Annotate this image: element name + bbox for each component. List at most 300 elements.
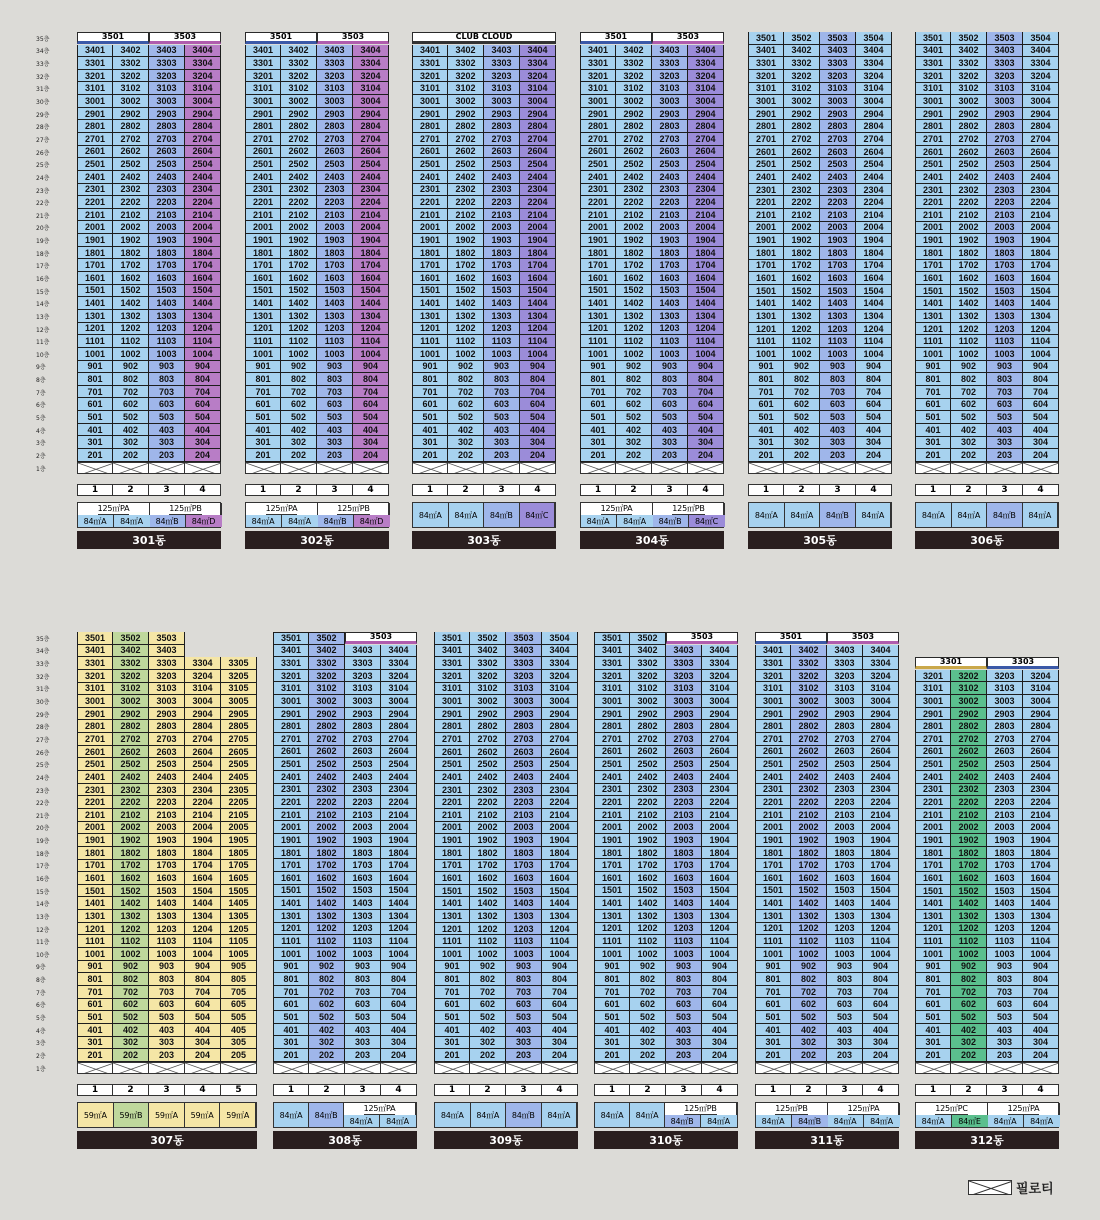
unit-cell: 502 bbox=[113, 411, 149, 424]
unit-cell: 604 bbox=[1023, 998, 1059, 1011]
unit-cell: 503 bbox=[345, 1011, 381, 1024]
unit-cell: 2101 bbox=[77, 809, 113, 822]
unit-cell: 705 bbox=[221, 986, 257, 999]
unit-cell: 2402 bbox=[784, 171, 820, 184]
unit-cell: 3401 bbox=[580, 45, 616, 58]
unit-cell: 1402 bbox=[630, 897, 666, 910]
floor-row bbox=[580, 398, 724, 411]
floor-label: 32층 bbox=[36, 673, 50, 681]
unit-cell: 304 bbox=[702, 1036, 738, 1049]
piloti-cell bbox=[245, 462, 281, 475]
floor-row bbox=[77, 70, 221, 83]
unit-cell: 2901 bbox=[245, 108, 281, 121]
unit-cell: 1804 bbox=[520, 247, 556, 260]
unit-cell: 1503 bbox=[820, 285, 856, 298]
unit-cell: 2801 bbox=[580, 120, 616, 133]
line-number: 2 bbox=[784, 484, 820, 496]
floor-row bbox=[915, 1011, 1059, 1024]
line-number: 5 bbox=[221, 1084, 257, 1096]
building bbox=[245, 32, 389, 549]
unit-cell: 3204 bbox=[688, 70, 724, 83]
unit-cell: 3102 bbox=[309, 682, 345, 695]
unit-cell: 1503 bbox=[506, 885, 542, 898]
unit-cell: 201 bbox=[245, 449, 281, 462]
unit-cell: 403 bbox=[827, 1024, 863, 1037]
unit-cell: 604 bbox=[185, 398, 221, 411]
unit-cell: 2201 bbox=[77, 196, 113, 209]
unit-cell: 401 bbox=[77, 1024, 113, 1037]
unit-cell: 1102 bbox=[616, 335, 652, 348]
unit-cell: 1903 bbox=[987, 834, 1023, 847]
unit-cell: 1702 bbox=[630, 859, 666, 872]
floor-row bbox=[434, 796, 578, 809]
unit-cell: 3302 bbox=[281, 57, 317, 70]
unit-cell: 1603 bbox=[484, 272, 520, 285]
unit-cell: 702 bbox=[791, 986, 827, 999]
unit-cell: 503 bbox=[149, 411, 185, 424]
unit-cell: 1204 bbox=[1023, 923, 1059, 936]
floor-row bbox=[77, 57, 221, 70]
unit-cell: 2603 bbox=[149, 146, 185, 159]
unit-cell: 1204 bbox=[185, 923, 221, 936]
floor-label: 10층 bbox=[36, 951, 50, 959]
unit-cell: 2404 bbox=[856, 171, 892, 184]
line-number: 1 bbox=[273, 1084, 309, 1096]
unit-cell: 1604 bbox=[688, 272, 724, 285]
unit-cell: 2704 bbox=[353, 133, 389, 146]
floor-row bbox=[755, 847, 899, 860]
unit-cell: 3103 bbox=[149, 683, 185, 696]
floor-label: 7층 bbox=[36, 389, 46, 397]
type-group-label: 125㎡PB bbox=[672, 504, 705, 514]
floor-row bbox=[245, 184, 389, 197]
piloti-cell bbox=[987, 462, 1023, 475]
floor-row bbox=[580, 158, 724, 171]
floor-row bbox=[755, 708, 899, 721]
unit-cell: 402 bbox=[791, 1024, 827, 1037]
floor-row bbox=[412, 221, 556, 234]
floor-row bbox=[245, 449, 389, 462]
unit-cell: 3302 bbox=[791, 657, 827, 670]
floor-row bbox=[580, 247, 724, 260]
unit-cell: 3203 bbox=[345, 670, 381, 683]
unit-cell: 2101 bbox=[434, 809, 470, 822]
unit-cell: 803 bbox=[345, 973, 381, 986]
unit-cell: 3003 bbox=[666, 695, 702, 708]
unit-cell: 1103 bbox=[987, 335, 1023, 348]
unit-cell: 3101 bbox=[77, 683, 113, 696]
unit-cell: 604 bbox=[856, 399, 892, 412]
unit-cell: 1301 bbox=[245, 310, 281, 323]
unit-cell: 404 bbox=[688, 424, 724, 437]
unit-cell: 304 bbox=[185, 436, 221, 449]
unit-cell: 2105 bbox=[221, 809, 257, 822]
unit-type: 84㎡A bbox=[78, 515, 114, 527]
floor-row bbox=[245, 221, 389, 234]
unit-cell: 1302 bbox=[309, 910, 345, 923]
unit-cell: 1504 bbox=[1023, 285, 1059, 298]
unit-cell: 3104 bbox=[1023, 83, 1059, 96]
unit-cell: 502 bbox=[616, 411, 652, 424]
unit-cell: 904 bbox=[520, 361, 556, 374]
unit-cell: 402 bbox=[448, 424, 484, 437]
floor-row bbox=[915, 260, 1059, 273]
unit-cell: 2104 bbox=[542, 809, 578, 822]
line-number: 1 bbox=[748, 484, 784, 496]
unit-cell: 504 bbox=[863, 1011, 899, 1024]
unit-cell: 3001 bbox=[594, 695, 630, 708]
floor-row bbox=[412, 436, 556, 449]
floor-row bbox=[580, 95, 724, 108]
unit-cell: 3202 bbox=[630, 670, 666, 683]
unit-cell: 2804 bbox=[185, 720, 221, 733]
line-number: 2 bbox=[951, 1084, 987, 1096]
unit-cell: 2401 bbox=[77, 171, 113, 184]
floor-row bbox=[77, 948, 257, 961]
unit-cell: 1603 bbox=[827, 872, 863, 885]
unit-cell: 2802 bbox=[113, 720, 149, 733]
unit-cell: 901 bbox=[580, 361, 616, 374]
unit-cell: 1301 bbox=[77, 910, 113, 923]
unit-cell: 1201 bbox=[245, 323, 281, 336]
unit-cell: 2304 bbox=[863, 784, 899, 797]
unit-cell: 1802 bbox=[281, 247, 317, 260]
unit-cell: 3103 bbox=[149, 82, 185, 95]
floor-row bbox=[245, 386, 389, 399]
unit-cell: 701 bbox=[412, 386, 448, 399]
unit-cell: 1702 bbox=[113, 259, 149, 272]
unit-cell: 3104 bbox=[863, 682, 899, 695]
floor-row bbox=[77, 885, 257, 898]
unit-cell: 202 bbox=[113, 1049, 149, 1062]
unit-cell: 3002 bbox=[616, 95, 652, 108]
unit-cell: 2502 bbox=[951, 758, 987, 771]
unit-cell: 3303 bbox=[345, 657, 381, 670]
floor-row bbox=[915, 297, 1059, 310]
unit-cell: 1803 bbox=[345, 847, 381, 860]
unit-cell: 2902 bbox=[281, 108, 317, 121]
floor-row bbox=[77, 158, 221, 171]
unit-cell: 3502 bbox=[784, 32, 820, 45]
unit-cell: 1102 bbox=[470, 935, 506, 948]
unit-cell: 301 bbox=[273, 1036, 309, 1049]
building-name: 306동 bbox=[915, 531, 1059, 549]
unit-cell: 1004 bbox=[381, 948, 417, 961]
unit-cell: 1503 bbox=[987, 285, 1023, 298]
unit-cell: 1901 bbox=[77, 834, 113, 847]
unit-cell: 801 bbox=[755, 973, 791, 986]
unit-cell: 2004 bbox=[520, 221, 556, 234]
unit-cell: 3302 bbox=[309, 657, 345, 670]
unit-cell: 203 bbox=[149, 449, 185, 462]
floor-row bbox=[77, 272, 221, 285]
unit-cell: 2802 bbox=[113, 120, 149, 133]
unit-cell: 203 bbox=[987, 449, 1023, 462]
unit-cell: 1304 bbox=[542, 910, 578, 923]
floor-row bbox=[434, 999, 578, 1012]
unit-cell: 2804 bbox=[381, 720, 417, 733]
unit-cell: 1403 bbox=[484, 297, 520, 310]
floor-label: 30층 bbox=[36, 699, 50, 707]
floor-row bbox=[594, 821, 738, 834]
floor-row bbox=[580, 259, 724, 272]
unit-cell: 2302 bbox=[113, 184, 149, 197]
line-numbers bbox=[77, 1084, 257, 1096]
unit-cell: 2003 bbox=[987, 821, 1023, 834]
unit-cell: 2205 bbox=[221, 796, 257, 809]
unit-cell: 3204 bbox=[353, 70, 389, 83]
floor-row bbox=[412, 259, 556, 272]
line-numbers bbox=[273, 1084, 417, 1096]
unit-cell: 2503 bbox=[345, 758, 381, 771]
unit-cell: 1203 bbox=[345, 923, 381, 936]
unit-cell: 1501 bbox=[755, 885, 791, 898]
unit-cell: 401 bbox=[245, 424, 281, 437]
floor-row bbox=[915, 373, 1059, 386]
unit-cell: 3202 bbox=[448, 70, 484, 83]
unit-cell: 2302 bbox=[784, 184, 820, 197]
floor-row bbox=[77, 897, 257, 910]
floor-row bbox=[748, 184, 892, 197]
unit-cell: 1901 bbox=[412, 234, 448, 247]
unit-cell: 1403 bbox=[987, 297, 1023, 310]
floor-row bbox=[594, 657, 738, 670]
unit-cell: 2903 bbox=[317, 108, 353, 121]
unit-type: 84㎡C bbox=[520, 503, 556, 527]
unit-cell: 1701 bbox=[273, 859, 309, 872]
unit-cell: 1804 bbox=[702, 847, 738, 860]
unit-cell: 2801 bbox=[434, 720, 470, 733]
unit-cell: 3203 bbox=[666, 670, 702, 683]
unit-cell: 2103 bbox=[317, 209, 353, 222]
floor-row bbox=[434, 973, 578, 986]
unit-cell: 905 bbox=[221, 961, 257, 974]
unit-cell: 2705 bbox=[221, 733, 257, 746]
unit-cell: 1002 bbox=[616, 348, 652, 361]
unit-cell: 1401 bbox=[755, 897, 791, 910]
unit-cell: 3403 bbox=[484, 45, 520, 58]
unit-cell: 3303 bbox=[987, 57, 1023, 70]
unit-cell: 3103 bbox=[987, 83, 1023, 96]
unit-cell: 1301 bbox=[748, 310, 784, 323]
unit-cell: 1601 bbox=[434, 872, 470, 885]
unit-cell: 304 bbox=[1023, 1036, 1059, 1049]
unit-cell: 2302 bbox=[616, 184, 652, 197]
floor-row bbox=[755, 961, 899, 974]
unit-cell: 1102 bbox=[951, 935, 987, 948]
unit-cell: 1903 bbox=[666, 834, 702, 847]
line-number: 4 bbox=[185, 1084, 221, 1096]
unit-cell: 702 bbox=[309, 986, 345, 999]
unit-cell: 1702 bbox=[113, 860, 149, 873]
unit-type: 84㎡A bbox=[380, 1115, 416, 1127]
unit-cell: 1701 bbox=[77, 259, 113, 272]
unit-cell: 2402 bbox=[951, 771, 987, 784]
unit-cell: 901 bbox=[915, 361, 951, 374]
unit-cell: 2603 bbox=[820, 146, 856, 159]
unit-cell: 1903 bbox=[484, 234, 520, 247]
unit-cell: 2103 bbox=[652, 209, 688, 222]
unit-cell: 704 bbox=[856, 386, 892, 399]
floor-row bbox=[77, 961, 257, 974]
floor-row bbox=[594, 834, 738, 847]
floor-row bbox=[412, 133, 556, 146]
floor-row bbox=[915, 234, 1059, 247]
unit-cell: 704 bbox=[863, 986, 899, 999]
building-head bbox=[412, 32, 556, 45]
floor-label: 34층 bbox=[36, 48, 50, 56]
unit-cell: 1304 bbox=[702, 910, 738, 923]
floor-row bbox=[915, 796, 1059, 809]
unit-cell: 1002 bbox=[784, 348, 820, 361]
unit-cell: 2501 bbox=[77, 158, 113, 171]
unit-cell: 1001 bbox=[915, 348, 951, 361]
floor-row bbox=[915, 83, 1059, 96]
floor-row bbox=[434, 834, 578, 847]
unit-cell: 1303 bbox=[506, 910, 542, 923]
unit-cell: 2803 bbox=[827, 720, 863, 733]
unit-cell: 1104 bbox=[353, 335, 389, 348]
unit-cell: 501 bbox=[748, 411, 784, 424]
piloti-row bbox=[77, 462, 221, 475]
unit-cell: 2403 bbox=[666, 771, 702, 784]
unit-cell: 3404 bbox=[381, 645, 417, 658]
unit-cell: 201 bbox=[580, 449, 616, 462]
floor-row bbox=[77, 82, 221, 95]
unit-cell: 901 bbox=[77, 961, 113, 974]
line-number: 3 bbox=[820, 484, 856, 496]
unit-cell: 502 bbox=[784, 411, 820, 424]
floor-row bbox=[434, 746, 578, 759]
floor-row bbox=[245, 108, 389, 121]
unit-cell: 2304 bbox=[856, 184, 892, 197]
unit-cell: 1801 bbox=[915, 847, 951, 860]
unit-cell: 1004 bbox=[863, 948, 899, 961]
floor-label: 5층 bbox=[36, 415, 46, 423]
unit-cell: 505 bbox=[221, 1011, 257, 1024]
unit-cell: 404 bbox=[353, 424, 389, 437]
unit-cell: 1004 bbox=[520, 348, 556, 361]
unit-cell: 2003 bbox=[317, 221, 353, 234]
empty-slot bbox=[221, 632, 257, 645]
unit-cell: 504 bbox=[185, 411, 221, 424]
unit-cell: 203 bbox=[652, 449, 688, 462]
unit-cell: 703 bbox=[652, 386, 688, 399]
floor-row bbox=[580, 449, 724, 462]
unit-cell: 3501 bbox=[273, 632, 309, 645]
unit-cell: 1401 bbox=[434, 897, 470, 910]
unit-cell: 1405 bbox=[221, 897, 257, 910]
unit-cell: 2602 bbox=[791, 746, 827, 759]
unit-cell: 1301 bbox=[273, 910, 309, 923]
unit-cell: 904 bbox=[381, 961, 417, 974]
unit-cell: 3103 bbox=[666, 682, 702, 695]
unit-cell: 2204 bbox=[856, 196, 892, 209]
floor-row bbox=[755, 796, 899, 809]
unit-cell: 601 bbox=[915, 998, 951, 1011]
unit-cell: 702 bbox=[448, 386, 484, 399]
unit-cell: 701 bbox=[245, 386, 281, 399]
unit-cell: 2001 bbox=[755, 821, 791, 834]
unit-cell: 2203 bbox=[827, 796, 863, 809]
unit-cell: 602 bbox=[448, 398, 484, 411]
unit-cell: 1404 bbox=[1023, 897, 1059, 910]
unit-cell: 2302 bbox=[281, 184, 317, 197]
floor-row bbox=[273, 1049, 417, 1062]
unit-cell: 2302 bbox=[309, 784, 345, 797]
piloti-cell bbox=[113, 1062, 149, 1075]
piloti-cell bbox=[448, 462, 484, 475]
unit-cell: 1801 bbox=[748, 247, 784, 260]
unit-cell: 401 bbox=[915, 1024, 951, 1037]
unit-cell: 1602 bbox=[281, 272, 317, 285]
floor-row bbox=[755, 784, 899, 797]
unit-cell: 2802 bbox=[951, 720, 987, 733]
penthouse-label: 3503 bbox=[317, 32, 389, 44]
unit-cell: 2902 bbox=[951, 108, 987, 121]
unit-cell: 2701 bbox=[748, 133, 784, 146]
floor-row bbox=[748, 146, 892, 159]
unit-cell: 3303 bbox=[652, 57, 688, 70]
unit-cell: 301 bbox=[755, 1036, 791, 1049]
unit-cell: 1801 bbox=[77, 847, 113, 860]
type-group bbox=[150, 503, 222, 527]
building-name: 308동 bbox=[273, 1131, 417, 1149]
unit-cell: 904 bbox=[185, 961, 221, 974]
unit-cell: 2901 bbox=[915, 708, 951, 721]
unit-cell: 204 bbox=[688, 449, 724, 462]
unit-cell: 2504 bbox=[381, 758, 417, 771]
unit-cell: 1602 bbox=[470, 872, 506, 885]
unit-cell: 903 bbox=[345, 961, 381, 974]
floor-row bbox=[915, 720, 1059, 733]
unit-cell: 1802 bbox=[470, 847, 506, 860]
floor-row bbox=[412, 82, 556, 95]
unit-cell: 1804 bbox=[1023, 247, 1059, 260]
floor-row bbox=[77, 733, 257, 746]
unit-cell: 3402 bbox=[791, 645, 827, 658]
unit-cell: 1804 bbox=[353, 247, 389, 260]
unit-cell: 1103 bbox=[345, 935, 381, 948]
floor-label: 6층 bbox=[36, 1002, 46, 1010]
unit-cell: 3204 bbox=[1023, 670, 1059, 683]
unit-cell: 1403 bbox=[987, 897, 1023, 910]
line-number: 3 bbox=[484, 484, 520, 496]
unit-cell: 2203 bbox=[484, 196, 520, 209]
floor-label: 30층 bbox=[36, 99, 50, 107]
floor-row bbox=[748, 272, 892, 285]
floor-row bbox=[915, 184, 1059, 197]
unit-cell: 2601 bbox=[77, 746, 113, 759]
unit-cell: 2303 bbox=[827, 784, 863, 797]
unit-cell: 604 bbox=[381, 998, 417, 1011]
unit-cell: 701 bbox=[594, 986, 630, 999]
unit-cell: 3203 bbox=[484, 70, 520, 83]
unit-cell: 2404 bbox=[185, 771, 221, 784]
unit-cell: 3403 bbox=[149, 45, 185, 58]
unit-cell: 2504 bbox=[542, 758, 578, 771]
floor-row bbox=[273, 771, 417, 784]
unit-cell: 1202 bbox=[113, 323, 149, 336]
unit-cell: 3001 bbox=[77, 695, 113, 708]
unit-cell: 1201 bbox=[580, 323, 616, 336]
piloti-cell bbox=[506, 1062, 542, 1075]
unit-cell: 2902 bbox=[309, 708, 345, 721]
unit-cell: 502 bbox=[113, 1011, 149, 1024]
floor-row bbox=[412, 361, 556, 374]
unit-cell: 2103 bbox=[149, 209, 185, 222]
unit-cell: 1003 bbox=[987, 948, 1023, 961]
